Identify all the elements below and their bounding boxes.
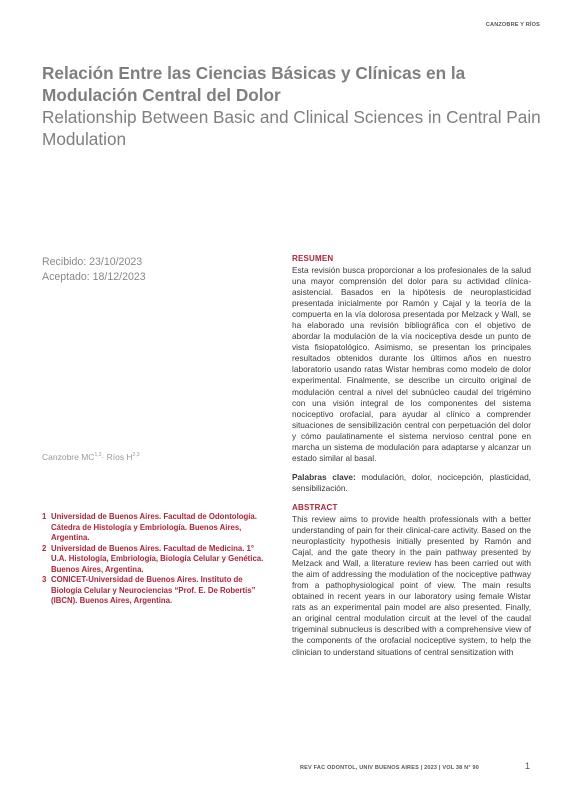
title-block <box>42 62 542 150</box>
resumen-text: Esta revisión busca proporcionar a los profesionales de la salud una mayor comprensión del dolor para su actividad clínica-asistencial. Basados en la hipótesis de neuroplasticidad presentada inicialmente por Ramón y Cajal y la teoría de la compuerta en la vía dolorosa presentada por Melzack y Wall, se ha elaborado una revisión bibliográfica con el objetivo de abordar la modulación de la vía nociceptiva desde un punto de vista fisiopatológico. Asimismo, se presentan los principales resultados obtenidos durante los últimos años en nuestro laboratorio usando ratas Wistar hembras como modelo de dolor experimental. Finalmente, se describe un circuito original de modulación central a nivel del subnúcleo caudal del trigémino con una visión integral de los componentes del sistema nociceptivo orofacial, para ayudar al clínico a comprender situaciones de sensibilización central con perpetuación del dolor y cómo paulatinamente el sistema nervioso central pone en marcha un sistema de modulación para adaptarse y alcanzar un estado similar al basal. <box>292 265 531 463</box>
abstract-heading: ABSTRACT <box>292 502 338 512</box>
page-number: 1 <box>525 761 531 771</box>
journal-footer: REV FAC ODONTOL, UNIV BUENOS AIRES | 2023 | VOL 38 N° 90 <box>300 765 479 771</box>
author-1-affiliation: 1,3 <box>94 452 102 459</box>
affiliation-item <box>42 512 267 544</box>
affiliation-text: Universidad de Buenos Aires. Facultad de Odontología. Cátedra de Histología y Embriología. Buenos Aires, Argentina. <box>51 512 257 542</box>
affiliation-text: Universidad de Buenos Aires. Facultad de Medicina. 1° U.A. Histología, Embriología, Biología Celular y Genética. Buenos Aires, Argentina. <box>51 543 264 574</box>
affiliations-list <box>42 512 267 607</box>
title-english: Relationship Between Basic and Clinical Sciences in Central Pain Modulation <box>42 107 541 149</box>
title-spanish: Relación Entre las Ciencias Básicas y Clínicas en la Modulación Central del Dolor <box>42 63 466 105</box>
authors <box>42 452 140 462</box>
dates <box>42 255 146 285</box>
accepted-date: Aceptado: 18/12/2023 <box>42 271 146 283</box>
affiliation-number: 3 <box>42 575 47 584</box>
author-2: Ríos H <box>106 452 133 462</box>
affiliation-text: CONICET-Universidad de Buenos Aires. Instituto de Biología Celular y Neurociencias “Prof. E. De Robertis” (IBCN). Buenos Aires, Argentina. <box>51 575 256 605</box>
affiliation-number: 2 <box>42 543 47 553</box>
keywords-label: Palabras clave: <box>292 471 356 482</box>
affiliation-item <box>42 544 267 576</box>
received-date: Recibido: 23/10/2023 <box>42 256 143 268</box>
author-separator: · <box>101 452 107 462</box>
affiliation-number: 1 <box>42 512 47 521</box>
author-2-affiliation: 2,3 <box>132 452 140 459</box>
author-1: Canzobre MC <box>42 452 95 462</box>
keywords-text: modulación, dolor, nocicepción, plasticidad, sensibilización. <box>292 471 531 493</box>
running-head: CANZOBRE Y RÍOS <box>485 22 540 28</box>
affiliation-item <box>42 575 267 607</box>
resumen-heading: RESUMEN <box>292 254 334 263</box>
abstract-text: This review aims to provide health professionals with a better understanding of pain for their clinical-care activity. Based on the neuroplasticity hypothesis initially presented by Ramón and Cajal, and the gate theory in the pain pathway presented by Melzack and Wall, a literature review has been carried out with the aim of addressing the modulation of the nociceptive pathway from a pathophysiological point of view. The main results obtained in recent years in our laboratory using female Wistar rats as an experimental pain model are also presented. Finally, an original central modulation circuit at the level of the caudal trigeminal subnucleus is described with a comprehensive view of the components of the orofacial nociceptive system, to help the clinician to understand situations of central sensitization with <box>292 513 531 657</box>
keywords <box>292 472 531 494</box>
abstract-column <box>292 254 531 658</box>
